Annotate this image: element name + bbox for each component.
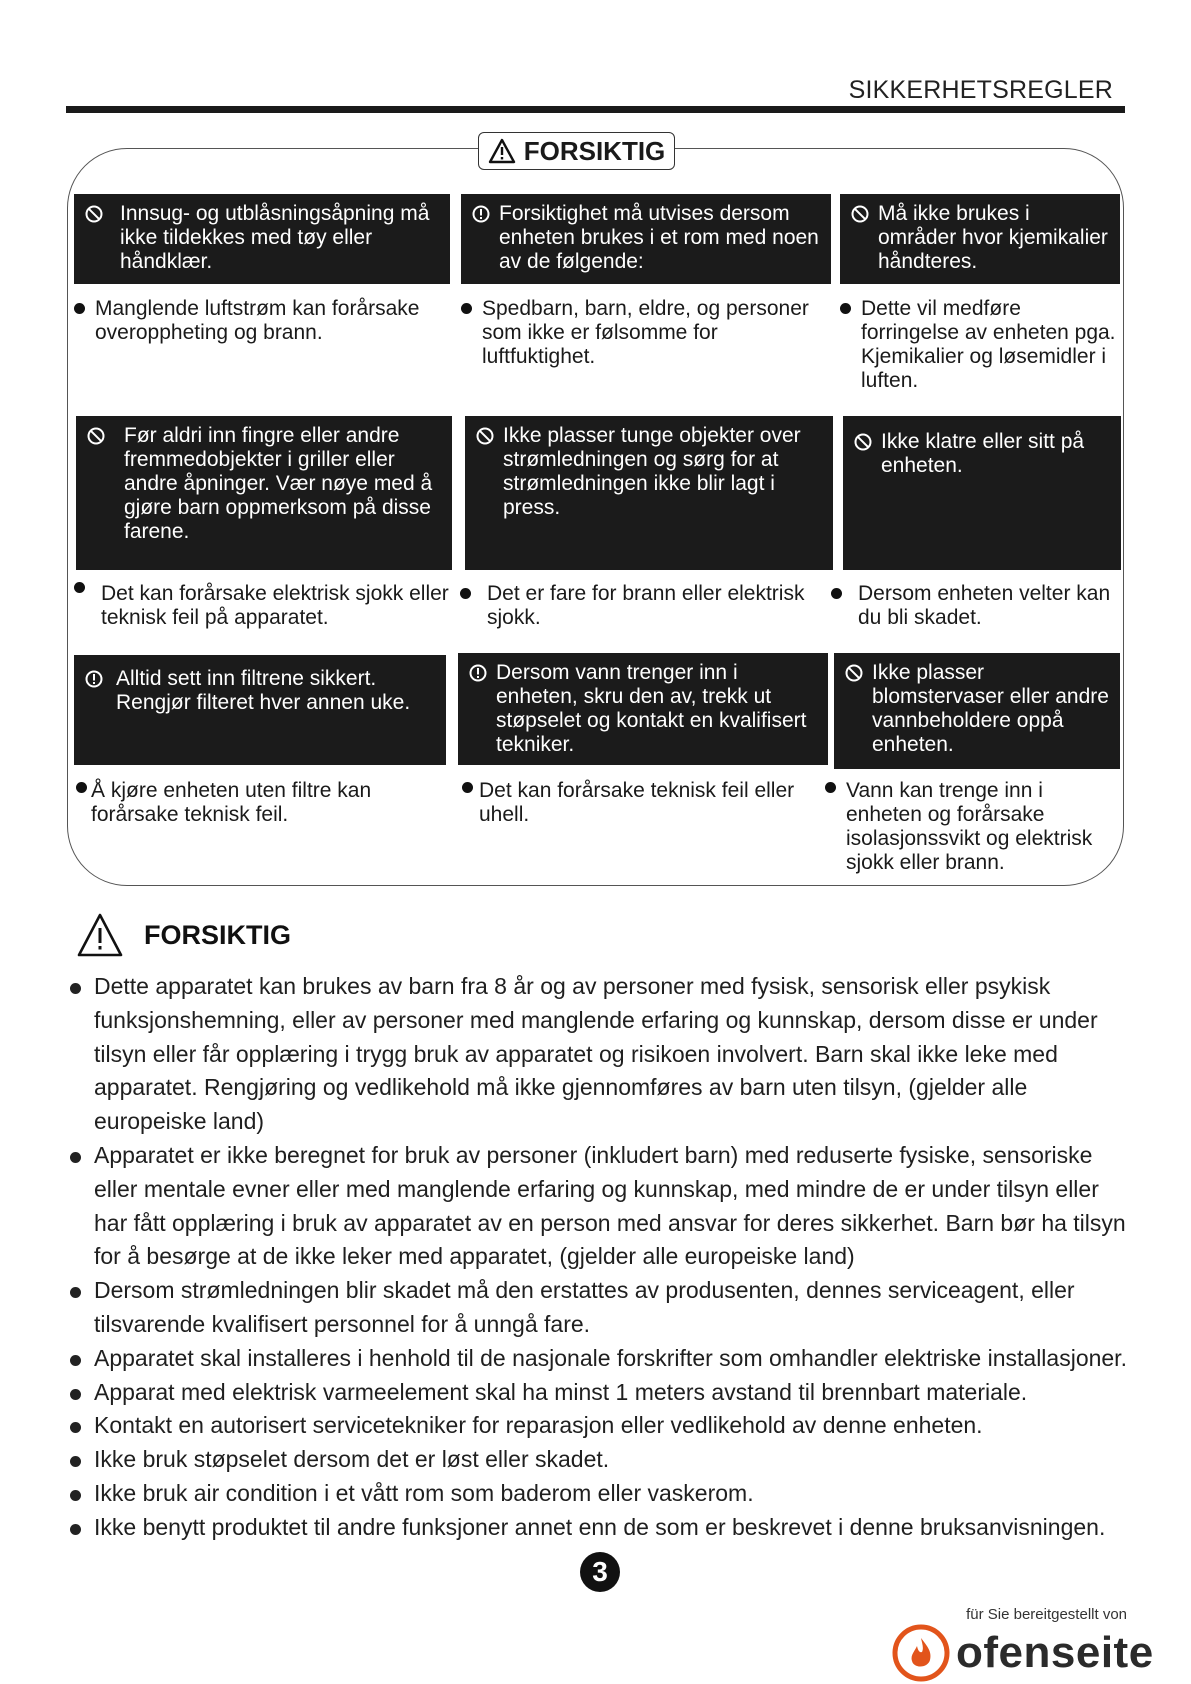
caution-box-title <box>478 132 675 170</box>
list-item <box>70 970 1130 1139</box>
panel-note <box>74 297 444 345</box>
list-item <box>70 1443 1130 1477</box>
prohibited-icon <box>86 426 106 446</box>
caution-icon <box>468 663 488 683</box>
bullet-dot <box>461 303 472 314</box>
panel-note <box>840 297 1120 393</box>
bullet-dot <box>70 1422 81 1433</box>
list-item <box>70 1511 1130 1545</box>
prohibited-icon <box>84 204 104 224</box>
caution-heading <box>76 912 291 958</box>
note-text: Det er fare for brann eller elektrisk sjokk. <box>487 582 805 629</box>
prohibited-icon <box>853 432 873 452</box>
bullet-dot <box>74 582 85 593</box>
caution-panel <box>840 194 1120 284</box>
list-item-text: Dette apparatet kan brukes av barn fra 8 år og av personer med fysisk, sensorisk eller psykisk funksjonshemning, eller av personer med manglende erfaring og kunnskap, dersom disse er under tilsyn eller får opplæring i trygg bruk av apparatet og risikoen involvert. Barn skal ikke leke med apparatet. Rengjøring og vedlikehold må ikke gjennomføres av barn uten tilsyn, (gjelder alle europeiske land) <box>94 973 1098 1135</box>
note-text: Spedbarn, barn, eldre, og personer som ikke er følsomme for luftfuktighet. <box>482 297 809 368</box>
panel-note <box>825 779 1121 875</box>
prohibited-icon <box>850 204 870 224</box>
bullet-dot <box>460 588 471 599</box>
list-item <box>70 1342 1130 1376</box>
list-item-text: Ikke benytt produktet til andre funksjoner annet enn de som er beskrevet i denne bruksanvisningen. <box>94 1513 1106 1540</box>
bullet-dot <box>70 1287 81 1298</box>
caution-icon <box>471 204 491 224</box>
bullet-dot <box>840 303 851 314</box>
panel-text: Dersom vann trenger inn i enheten, skru den av, trekk ut støpselet og kontakt en kvalifisert tekniker. <box>496 661 807 756</box>
note-text: Dersom enheten velter kan du bli skadet. <box>858 582 1111 629</box>
caution-heading-label: FORSIKTIG <box>144 919 291 950</box>
bullet-dot <box>825 782 836 793</box>
caution-panel <box>834 653 1120 769</box>
panel-note <box>831 582 1121 630</box>
caution-list <box>70 970 1130 1545</box>
panel-text: Forsiktighet må utvises dersom enheten brukes i et rom med noen av de følgende: <box>499 202 819 273</box>
brand-name: ofenseite <box>956 1628 1154 1677</box>
list-item <box>70 1409 1130 1443</box>
note-text: Det kan forårsake teknisk feil eller uhell. <box>479 779 795 826</box>
panel-text: Alltid sett inn filtrene sikkert. Rengjør filteret hver annen uke. <box>116 667 411 714</box>
warning-triangle-icon <box>488 138 516 164</box>
bullet-dot <box>70 1456 81 1467</box>
note-text: Dette vil medføre forringelse av enheten pga. Kjemikalier og løsemidler i luften. <box>861 297 1116 392</box>
list-item <box>70 1139 1130 1274</box>
bullet-dot <box>462 782 473 793</box>
note-text: Det kan forårsake elektrisk sjokk eller teknisk feil på apparatet. <box>101 582 449 629</box>
panel-text: Innsug- og utblåsningsåpning må ikke tildekkes med tøy eller håndklær. <box>120 202 430 273</box>
caution-panel <box>74 655 446 765</box>
list-item-text: Ikke bruk støpselet dersom det er løst eller skadet. <box>94 1446 610 1473</box>
panel-note <box>74 582 452 630</box>
bullet-dot <box>70 983 81 994</box>
list-item <box>70 1274 1130 1342</box>
prohibited-icon <box>844 663 864 683</box>
caution-box-title-label: FORSIKTIG <box>523 135 666 166</box>
panel-note <box>76 779 446 827</box>
caution-icon <box>84 669 104 689</box>
list-item <box>70 1376 1130 1410</box>
list-item-text: Ikke bruk air condition i et vått rom som baderom eller vaskerom. <box>94 1479 754 1506</box>
note-text: Manglende luftstrøm kan forårsake overoppheting og brann. <box>95 297 420 344</box>
page-number: 3 <box>580 1552 620 1592</box>
prohibited-icon <box>475 426 495 446</box>
bullet-dot <box>70 1152 81 1163</box>
list-item <box>70 1477 1130 1511</box>
bullet-dot <box>70 1490 81 1501</box>
caution-panel <box>465 416 833 570</box>
note-text: Vann kan trenge inn i enheten og forårsake isolasjonssvikt og elektrisk sjokk eller brann. <box>846 779 1093 874</box>
caution-panel <box>76 416 452 570</box>
list-item-text: Apparatet er ikke beregnet for bruk av personer (inkludert barn) med reduserte fysiske, sensoriske eller mentale evner eller med manglende erfaring og kunnskap, med mindre de er under tilsyn eller har fått opplæring i bruk av apparatet av en person med ansvar for deres sikkerhet. Barn bør ha tilsyn for å besørge at de ikke leker med apparatet, (gjelder alle europeiske land) <box>94 1141 1126 1270</box>
panel-note <box>461 297 831 369</box>
panel-note <box>462 779 832 827</box>
bullet-dot <box>70 1524 81 1535</box>
list-item-text: Dersom strømledningen blir skadet må den erstattes av produsenten, dennes serviceagent, eller tilsvarende kvalifisert personnel for å unngå fare. <box>94 1277 1075 1337</box>
note-text: Å kjøre enheten uten filtre kan forårsake teknisk feil. <box>91 779 372 826</box>
bullet-dot <box>831 588 842 599</box>
list-item-text: Kontakt en autorisert servicetekniker for reparasjon eller vedlikehold av denne enheten. <box>94 1412 983 1439</box>
panel-text: Før aldri inn fingre eller andre fremmedobjekter i griller eller andre åpninger. Vær nøye med å gjøre barn oppmerksom på disse farene. <box>124 424 433 543</box>
header-divider <box>66 106 1125 113</box>
bullet-dot <box>76 782 87 793</box>
list-item-text: Apparat med elektrisk varmeelement skal ha minst 1 meters avstand til brennbart materiale. <box>94 1378 1028 1405</box>
caution-panel <box>458 653 828 765</box>
panel-text: Ikke klatre eller sitt på enheten. <box>881 430 1085 477</box>
list-item-text: Apparatet skal installeres i henhold til de nasjonale forskrifter som omhandler elektriske installasjoner. <box>94 1344 1127 1371</box>
caution-panel <box>74 194 450 284</box>
page-header-title: SIKKERHETSREGLER <box>848 76 1113 104</box>
panel-text: Ikke plasser tunge objekter over strømledningen og sørg for at strømledningen ikke blir lagt i press. <box>503 424 801 519</box>
caution-panel <box>843 416 1121 570</box>
bullet-dot <box>74 303 85 314</box>
bullet-dot <box>70 1355 81 1366</box>
panel-text: Ikke plasser blomstervaser eller andre vannbeholdere oppå enheten. <box>872 661 1109 756</box>
bullet-dot <box>70 1389 81 1400</box>
caution-panel <box>461 194 831 284</box>
brand-logo <box>892 1624 1154 1682</box>
panel-text: Må ikke brukes i områder hvor kjemikalier håndteres. <box>878 202 1108 273</box>
provided-by-text: für Sie bereitgestellt von <box>966 1606 1127 1623</box>
panel-note <box>460 582 836 630</box>
warning-triangle-icon <box>76 912 124 958</box>
flame-logo-icon <box>892 1624 950 1682</box>
